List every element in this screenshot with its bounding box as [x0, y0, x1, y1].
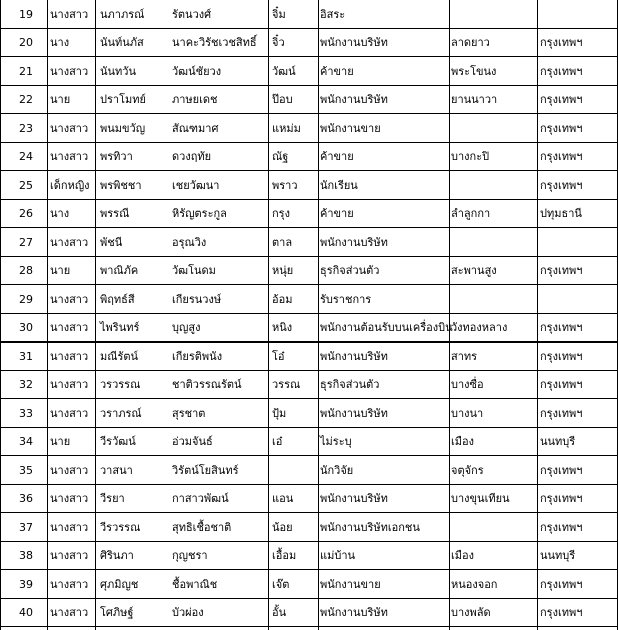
- cell-nickname: ป๊อบ: [272, 93, 293, 107]
- cell-occupation: นักวิจัย: [320, 463, 354, 477]
- cell-first-name: พาณิภัค: [100, 264, 139, 278]
- cell-district: [451, 171, 533, 200]
- cell-number: 28: [19, 264, 33, 278]
- cell-district: [451, 114, 533, 143]
- cell-occupation: พนักงานขาย: [320, 577, 381, 591]
- cell-district: [451, 228, 533, 257]
- cell-province: [540, 0, 612, 29]
- cell-last-name: สุทธิเชื้อชาติ: [172, 520, 232, 534]
- cell-title: นางสาว: [50, 549, 89, 563]
- cell-nickname: อั้น: [272, 606, 287, 620]
- table-row: [0, 371, 618, 400]
- table-row: [0, 86, 618, 115]
- cell-last-name: รัตนวงศ์: [172, 7, 212, 21]
- cell-nickname: ปุ้ม: [272, 406, 287, 420]
- cell-title: นางสาว: [50, 492, 89, 506]
- cell-last-name: หิรัญตระกูล: [172, 207, 227, 221]
- cell-title: นางสาว: [50, 406, 89, 420]
- cell-first-name: พรพิชชา: [100, 178, 142, 192]
- cell-district: พระโขนง: [451, 64, 497, 78]
- cell-number: 38: [19, 549, 33, 563]
- cell-occupation: พนักงานบริษัท: [320, 406, 388, 420]
- cell-occupation: นักเรียน: [320, 178, 358, 192]
- cell-title: นางสาว: [50, 235, 89, 249]
- table-row-border: [0, 626, 618, 627]
- cell-number: 26: [19, 207, 33, 221]
- cell-last-name: ภาษยเดช: [172, 93, 218, 107]
- cell-first-name: นันทวัน: [100, 64, 136, 78]
- table-row: [0, 314, 618, 343]
- cell-province: กรุงเทพฯ: [540, 577, 583, 591]
- cell-nickname: พราว: [272, 178, 298, 192]
- table-row: [0, 428, 618, 457]
- table-row: [0, 285, 618, 314]
- cell-last-name: กาสาวพัฒน์: [172, 492, 229, 506]
- cell-last-name: อรุณวิง: [172, 235, 207, 249]
- cell-number: 20: [19, 36, 33, 50]
- cell-number: 39: [19, 577, 33, 591]
- cell-number: 40: [19, 606, 33, 620]
- cell-nickname: น้อย: [272, 520, 293, 534]
- cell-province: นนทบุรี: [540, 435, 576, 449]
- cell-number: 32: [19, 378, 33, 392]
- cell-nickname: จิ๋ม: [272, 7, 286, 21]
- cell-province: กรุงเทพฯ: [540, 349, 583, 363]
- cell-province: ปทุมธานี: [540, 207, 582, 221]
- cell-district: เมือง: [451, 549, 474, 563]
- table-row: [0, 456, 618, 485]
- table-row: [0, 399, 618, 428]
- cell-first-name: นันท์นภัส: [100, 36, 144, 50]
- cell-nickname: อ้อม: [272, 292, 293, 306]
- cell-occupation: พนักงานต้อนรับบนเครื่องบิน: [320, 321, 453, 335]
- table-row: [0, 542, 618, 571]
- cell-first-name: พัชนี: [100, 235, 123, 249]
- cell-nickname: แหม่ม: [272, 121, 301, 135]
- cell-first-name: ศิรินภา: [100, 549, 134, 563]
- cell-occupation: อิสระ: [320, 7, 346, 21]
- cell-nickname: วรรณ: [272, 378, 301, 392]
- cell-last-name: ดวงฤทัย: [172, 150, 212, 164]
- cell-district: สะพานสูง: [451, 264, 497, 278]
- table-row: [0, 114, 618, 143]
- table-row: [0, 570, 618, 599]
- cell-title: นาย: [50, 93, 71, 107]
- cell-number: 37: [19, 520, 33, 534]
- cell-district: [451, 513, 533, 542]
- cell-first-name: วีรวัฒน์: [100, 435, 136, 449]
- cell-district: บางกะปิ: [451, 150, 490, 164]
- table-row: [0, 200, 618, 229]
- cell-nickname: เจ๊ต: [272, 577, 290, 591]
- cell-number: 22: [19, 93, 33, 107]
- cell-last-name: เกียรติพนัง: [172, 349, 223, 363]
- cell-number: 21: [19, 64, 33, 78]
- cell-last-name: บุญสูง: [172, 321, 201, 335]
- cell-last-name: วัฒน์ชัยวง: [172, 64, 222, 78]
- cell-province: [540, 285, 612, 314]
- cell-nickname: กรุง: [272, 207, 290, 221]
- cell-nickname: เอ๋: [272, 435, 283, 449]
- table-row: [0, 57, 618, 86]
- cell-first-name: วรวรรณ: [100, 378, 141, 392]
- cell-last-name: วัฒโนดม: [172, 264, 216, 278]
- cell-first-name: โศภิษฐ์: [100, 606, 134, 620]
- cell-title: นาย: [50, 264, 71, 278]
- cell-province: กรุงเทพฯ: [540, 121, 583, 135]
- cell-number: 30: [19, 321, 33, 335]
- cell-district: ยานนาวา: [451, 93, 498, 107]
- cell-last-name: สุรชาต: [172, 406, 206, 420]
- cell-title: นางสาว: [50, 349, 89, 363]
- cell-province: กรุงเทพฯ: [540, 378, 583, 392]
- cell-nickname: วัฒน์: [272, 64, 296, 78]
- cell-province: กรุงเทพฯ: [540, 150, 583, 164]
- cell-number: 35: [19, 463, 33, 477]
- cell-nickname: โอ๋: [272, 349, 285, 363]
- cell-first-name: ไพรินทร์: [100, 321, 140, 335]
- cell-province: กรุงเทพฯ: [540, 64, 583, 78]
- cell-title: นางสาว: [50, 321, 89, 335]
- cell-first-name: พรรณี: [100, 207, 130, 221]
- cell-first-name: วาสนา: [100, 463, 133, 477]
- table-row: [0, 485, 618, 514]
- cell-district: บางนา: [451, 406, 484, 420]
- cell-number: 34: [19, 435, 33, 449]
- cell-nickname: จิ๋ว: [272, 36, 285, 50]
- cell-title: นาย: [50, 435, 71, 449]
- cell-last-name: ชื้อพาณิช: [172, 577, 218, 591]
- cell-province: กรุงเทพฯ: [540, 178, 583, 192]
- cell-occupation: ธุรกิจส่วนตัว: [320, 264, 380, 278]
- cell-last-name: นาคะวิรัชเวชสิทธิ์: [172, 36, 257, 50]
- table-row: [0, 257, 618, 286]
- cell-district: หนองจอก: [451, 577, 498, 591]
- cell-nickname: ตาล: [272, 235, 293, 249]
- cell-number: 31: [19, 349, 33, 363]
- cell-district: จตุจักร: [451, 463, 484, 477]
- cell-nickname: แอน: [272, 492, 294, 506]
- cell-first-name: พรทิวา: [100, 150, 133, 164]
- cell-province: กรุงเทพฯ: [540, 463, 583, 477]
- cell-province: กรุงเทพฯ: [540, 520, 583, 534]
- cell-last-name: วิรัตน์โยสินทร์: [172, 463, 239, 477]
- cell-title: นางสาว: [50, 463, 89, 477]
- table-row: [0, 0, 618, 29]
- cell-district: ลาดยาว: [451, 36, 490, 50]
- cell-province: กรุงเทพฯ: [540, 406, 583, 420]
- cell-district: ลำลูกกา: [451, 207, 491, 221]
- cell-province: นนทบุรี: [540, 549, 576, 563]
- table-row: [0, 228, 618, 257]
- cell-occupation: รับราชการ: [320, 292, 372, 306]
- cell-number: 24: [19, 150, 33, 164]
- cell-province: กรุงเทพฯ: [540, 606, 583, 620]
- cell-last-name: ชาติวรรณรัตน์: [172, 378, 242, 392]
- cell-last-name: เกียรนวงษ์: [172, 292, 222, 306]
- cell-district: สาทร: [451, 349, 478, 363]
- cell-title: นาง: [50, 207, 70, 221]
- cell-number: 29: [19, 292, 33, 306]
- cell-district: บางซื่อ: [451, 378, 484, 392]
- cell-nickname: [272, 456, 314, 485]
- cell-district: [451, 0, 533, 29]
- cell-number: 36: [19, 492, 33, 506]
- cell-district: บางขุนเทียน: [451, 492, 510, 506]
- cell-first-name: วราภรณ์: [100, 406, 142, 420]
- cell-last-name: กุญชรา: [172, 549, 208, 563]
- cell-province: กรุงเทพฯ: [540, 321, 583, 335]
- cell-nickname: ณัฐ: [272, 150, 289, 164]
- cell-occupation: พนักงานขาย: [320, 121, 381, 135]
- cell-nickname: เอื้อม: [272, 549, 297, 563]
- cell-last-name: สัณฑมาศ: [172, 121, 219, 135]
- cell-district: เมือง: [451, 435, 474, 449]
- cell-province: กรุงเทพฯ: [540, 264, 583, 278]
- cell-occupation: พนักงานบริษัท: [320, 235, 388, 249]
- cell-title: นาง: [50, 36, 70, 50]
- cell-occupation: แม่บ้าน: [320, 549, 356, 563]
- cell-title: นางสาว: [50, 577, 89, 591]
- cell-province: กรุงเทพฯ: [540, 492, 583, 506]
- table-row: [0, 599, 618, 628]
- table-row: [0, 342, 618, 371]
- cell-last-name: เชยวัฒนา: [172, 178, 220, 192]
- cell-number: 27: [19, 235, 33, 249]
- cell-occupation: ค้าขาย: [320, 64, 354, 78]
- cell-last-name: อ่วมจันธ์: [172, 435, 213, 449]
- cell-title: นางสาว: [50, 7, 89, 21]
- cell-title: นางสาว: [50, 520, 89, 534]
- table-row: [0, 143, 618, 172]
- cell-occupation: พนักงานบริษัทเอกชน: [320, 520, 420, 534]
- cell-first-name: มณีรัตน์: [100, 349, 139, 363]
- cell-occupation: ไม่ระบุ: [320, 435, 352, 449]
- cell-province: [540, 228, 612, 257]
- cell-occupation: พนักงานบริษัท: [320, 36, 388, 50]
- table-row: [0, 513, 618, 542]
- cell-district: วังทองหลาง: [451, 321, 508, 335]
- cell-occupation: ค้าขาย: [320, 207, 354, 221]
- cell-first-name: พนมขวัญ: [100, 121, 146, 135]
- cell-first-name: พิฤทธ์สี: [100, 292, 135, 306]
- cell-title: เด็กหญิง: [50, 178, 90, 192]
- cell-first-name: ปราโมทย์: [100, 93, 146, 107]
- cell-number: 25: [19, 178, 33, 192]
- table-row: [0, 171, 618, 200]
- cell-occupation: พนักงานบริษัท: [320, 349, 388, 363]
- cell-province: กรุงเทพฯ: [540, 36, 583, 50]
- cell-title: นางสาว: [50, 606, 89, 620]
- cell-number: 23: [19, 121, 33, 135]
- cell-first-name: วีรวรรณ: [100, 520, 141, 534]
- cell-first-name: นภาภรณ์: [100, 7, 145, 21]
- table-row: [0, 29, 618, 58]
- cell-occupation: พนักงานบริษัท: [320, 93, 388, 107]
- cell-district: [451, 285, 533, 314]
- cell-first-name: วีรยา: [100, 492, 125, 506]
- cell-occupation: ค้าขาย: [320, 150, 354, 164]
- cell-district: บางพลัด: [451, 606, 491, 620]
- cell-title: นางสาว: [50, 378, 89, 392]
- cell-first-name: ศุภมิญช: [100, 577, 139, 591]
- cell-title: นางสาว: [50, 121, 89, 135]
- cell-occupation: พนักงานบริษัท: [320, 606, 388, 620]
- cell-title: นางสาว: [50, 150, 89, 164]
- cell-number: 33: [19, 406, 33, 420]
- cell-title: นางสาว: [50, 64, 89, 78]
- cell-title: นางสาว: [50, 292, 89, 306]
- cell-occupation: พนักงานบริษัท: [320, 492, 388, 506]
- cell-province: กรุงเทพฯ: [540, 93, 583, 107]
- cell-nickname: หนิง: [272, 321, 293, 335]
- cell-last-name: บัวผ่อง: [172, 606, 204, 620]
- cell-nickname: หนุ่ย: [272, 264, 294, 278]
- cell-number: 19: [19, 7, 33, 21]
- cell-occupation: ธุรกิจส่วนตัว: [320, 378, 380, 392]
